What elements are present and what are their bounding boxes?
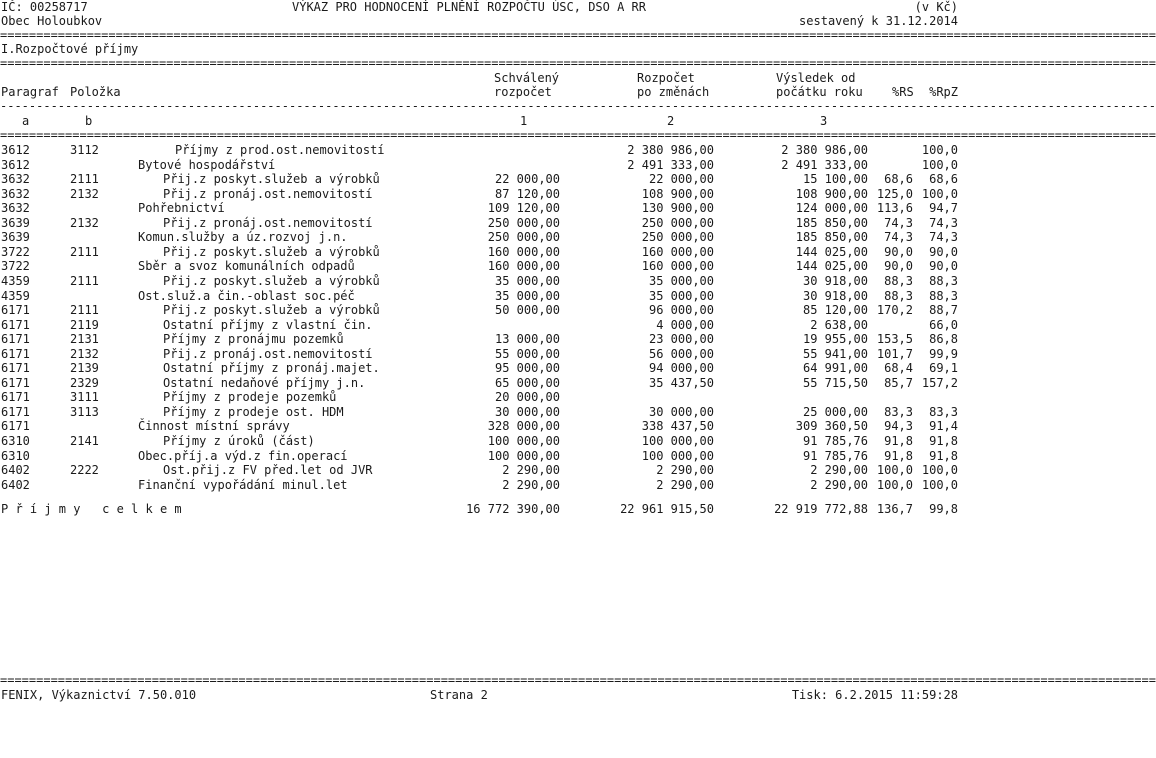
- cell-paragraf: 3632: [1, 201, 30, 216]
- cell-rpz: 68,6: [929, 172, 958, 187]
- table-row: [0, 245, 960, 259]
- cell-paragraf: 6402: [1, 477, 30, 492]
- total-row: [0, 502, 960, 516]
- table-row: [0, 347, 960, 361]
- cell-paragraf: 4359: [1, 274, 30, 288]
- cell-rpz: 69,1: [929, 361, 958, 376]
- cell-polozka: 2111: [70, 274, 99, 288]
- col-index-3: 3: [820, 114, 828, 128]
- separator-dashed: ----------------------------------------------------------------------------------------------------------------------------------------------------------------: [0, 99, 1156, 113]
- cell-schvaleny: 2 290,00: [502, 477, 560, 492]
- table-row: [0, 274, 960, 288]
- cell-schvaleny: 65 000,00: [494, 375, 560, 390]
- cell-vysledek: 108 900,00: [795, 186, 868, 201]
- cell-vysledek: 55 941,00: [802, 346, 868, 361]
- cell-schvaleny: 35 000,00: [494, 274, 560, 288]
- cell-rs: 100,0: [876, 477, 913, 492]
- cell-rpz: 88,3: [929, 274, 958, 288]
- cell-po-zmenach: 130 900,00: [641, 201, 714, 216]
- cell-vysledek: 2 290,00: [810, 477, 868, 492]
- cell-rs: 88,3: [884, 288, 913, 303]
- cell-rs: 113,6: [876, 201, 913, 216]
- cell-schvaleny: 250 000,00: [487, 230, 560, 245]
- ico: IČ: 00258717: [1, 0, 88, 14]
- cell-paragraf: 3612: [1, 143, 30, 157]
- cell-rs: 85,7: [884, 375, 913, 390]
- cell-paragraf: 3612: [1, 157, 30, 172]
- cell-name: Pohřebnictví: [138, 201, 225, 216]
- cell-po-zmenach: 160 000,00: [641, 259, 714, 274]
- cell-name: Bytové hospodářství: [138, 157, 276, 172]
- total-po-zmenach: 22 961 915,50: [620, 502, 714, 516]
- cell-rpz: 100,0: [921, 186, 958, 201]
- cell-rs: 83,3: [884, 404, 913, 419]
- cell-name: Ost.přij.z FV před.let od JVR: [163, 463, 373, 478]
- col-index-a: a: [22, 114, 30, 128]
- total-rpz: 99,8: [929, 502, 958, 516]
- total-schvaleny: 16 772 390,00: [466, 502, 560, 516]
- cell-rs: 74,3: [884, 230, 913, 245]
- cell-schvaleny: 160 000,00: [487, 244, 560, 259]
- cell-schvaleny: 328 000,00: [487, 419, 560, 434]
- cell-polozka: 2132: [70, 346, 99, 361]
- report-date: sestavený k 31.12.2014: [799, 14, 958, 28]
- cell-paragraf: 6171: [1, 361, 30, 376]
- cell-rpz: 90,0: [929, 244, 958, 259]
- col-rs: %RS: [892, 85, 914, 99]
- cell-name: Ostatní příjmy z pronáj.majet.: [163, 361, 380, 376]
- cell-name: Přij.z poskyt.služeb a výrobků: [163, 303, 380, 318]
- col-vysledek-2: počátku roku: [776, 85, 863, 99]
- table-row: [0, 289, 960, 303]
- cell-schvaleny: 95 000,00: [494, 361, 560, 376]
- cell-po-zmenach: 250 000,00: [641, 215, 714, 230]
- cell-rs: 68,4: [884, 361, 913, 376]
- cell-polozka: 2131: [70, 332, 99, 347]
- cell-rpz: 86,8: [929, 332, 958, 347]
- cell-paragraf: 3639: [1, 215, 30, 230]
- cell-paragraf: 4359: [1, 288, 30, 303]
- cell-name: Ost.služ.a čin.-oblast soc.péč: [138, 288, 355, 303]
- table-row: [0, 390, 960, 404]
- cell-vysledek: 30 918,00: [802, 288, 868, 303]
- cell-rpz: 100,0: [921, 157, 958, 172]
- section-title-line: [0, 42, 960, 56]
- table-row: [0, 376, 960, 390]
- table-row: [0, 158, 960, 172]
- cell-schvaleny: 160 000,00: [487, 259, 560, 274]
- cell-rpz: 91,8: [929, 448, 958, 463]
- cell-paragraf: 3639: [1, 230, 30, 245]
- cell-rpz: 74,3: [929, 215, 958, 230]
- cell-paragraf: 6171: [1, 317, 30, 332]
- cell-vysledek: 2 380 986,00: [781, 143, 868, 157]
- cell-vysledek: 185 850,00: [795, 215, 868, 230]
- table-row: [0, 478, 960, 492]
- cell-paragraf: 6171: [1, 404, 30, 419]
- cell-polozka: 2111: [70, 172, 99, 187]
- total-rs: 136,7: [876, 502, 913, 516]
- cell-name: Přij.z pronáj.ost.nemovitostí: [163, 346, 373, 361]
- cell-schvaleny: 35 000,00: [494, 288, 560, 303]
- cell-po-zmenach: 30 000,00: [648, 404, 714, 419]
- cell-name: Přij.z poskyt.služeb a výrobků: [163, 172, 380, 187]
- cell-vysledek: 64 991,00: [802, 361, 868, 376]
- cell-polozka: 2132: [70, 215, 99, 230]
- cell-rpz: 90,0: [929, 259, 958, 274]
- cell-po-zmenach: 96 000,00: [648, 303, 714, 318]
- cell-rpz: 88,7: [929, 303, 958, 318]
- cell-paragraf: 6171: [1, 390, 30, 405]
- footer-software: FENIX, Výkaznictví 7.50.010: [1, 688, 197, 702]
- cell-po-zmenach: 94 000,00: [648, 361, 714, 376]
- cell-po-zmenach: 108 900,00: [641, 186, 714, 201]
- table-row: [0, 172, 960, 186]
- cell-vysledek: 185 850,00: [795, 230, 868, 245]
- cell-po-zmenach: 35 437,50: [648, 375, 714, 390]
- cell-paragraf: 3632: [1, 186, 30, 201]
- cell-po-zmenach: 100 000,00: [641, 434, 714, 448]
- cell-vysledek: 30 918,00: [802, 274, 868, 288]
- cell-polozka: 2111: [70, 244, 99, 259]
- cell-schvaleny: 20 000,00: [494, 390, 560, 405]
- cell-po-zmenach: 23 000,00: [648, 332, 714, 347]
- cell-name: Finanční vypořádání minul.let: [138, 477, 348, 492]
- col-index-1: 1: [520, 114, 528, 128]
- cell-rs: 90,0: [884, 259, 913, 274]
- cell-po-zmenach: 100 000,00: [641, 448, 714, 463]
- table-row: [0, 419, 960, 433]
- cell-schvaleny: 87 120,00: [494, 186, 560, 201]
- cell-paragraf: 6310: [1, 448, 30, 463]
- cell-vysledek: 144 025,00: [795, 259, 868, 274]
- cell-schvaleny: 100 000,00: [487, 434, 560, 448]
- cell-paragraf: 6171: [1, 419, 30, 434]
- cell-polozka: 2222: [70, 463, 99, 478]
- cell-name: Činnost místní správy: [138, 419, 290, 434]
- separator-double: ================================================================================================================================================================: [0, 673, 1156, 687]
- cell-rs: 125,0: [876, 186, 913, 201]
- cell-vysledek: 144 025,00: [795, 244, 868, 259]
- cell-name: Ostatní příjmy z vlastní čin.: [163, 317, 373, 332]
- cell-vysledek: 91 785,76: [802, 434, 868, 448]
- cell-name: Příjmy z pronájmu pozemků: [163, 332, 344, 347]
- cell-po-zmenach: 35 000,00: [648, 288, 714, 303]
- cell-vysledek: 2 290,00: [810, 463, 868, 478]
- cell-rpz: 100,0: [921, 477, 958, 492]
- cell-rs: 90,0: [884, 244, 913, 259]
- cell-rs: 88,3: [884, 274, 913, 288]
- cell-polozka: 2139: [70, 361, 99, 376]
- cell-po-zmenach: 2 290,00: [656, 477, 714, 492]
- total-label: P ř í j m y c e l k e m: [1, 502, 182, 516]
- cell-polozka: 2141: [70, 434, 99, 448]
- cell-name: Příjmy z prodeje ost. HDM: [163, 404, 344, 419]
- cell-paragraf: 6171: [1, 375, 30, 390]
- cell-schvaleny: 55 000,00: [494, 346, 560, 361]
- cell-rs: 101,7: [876, 346, 913, 361]
- total-vysledek: 22 919 772,88: [774, 502, 868, 516]
- cell-rpz: 83,3: [929, 404, 958, 419]
- cell-vysledek: 55 715,50: [802, 375, 868, 390]
- cell-polozka: 3113: [70, 404, 99, 419]
- cell-polozka: 2119: [70, 317, 99, 332]
- table-row: [0, 216, 960, 230]
- cell-rpz: 94,7: [929, 201, 958, 216]
- cell-po-zmenach: 22 000,00: [648, 172, 714, 187]
- cell-vysledek: 19 955,00: [802, 332, 868, 347]
- table-row: [0, 143, 960, 157]
- cell-rpz: 157,2: [921, 375, 958, 390]
- cell-rs: 100,0: [876, 463, 913, 478]
- cell-vysledek: 124 000,00: [795, 201, 868, 216]
- cell-name: Příjmy z prodeje pozemků: [163, 390, 337, 405]
- cell-schvaleny: 30 000,00: [494, 404, 560, 419]
- cell-po-zmenach: 338 437,50: [641, 419, 714, 434]
- cell-rpz: 66,0: [929, 317, 958, 332]
- table-row: [0, 230, 960, 244]
- cell-rpz: 74,3: [929, 230, 958, 245]
- cell-rpz: 100,0: [921, 143, 958, 157]
- cell-rs: 68,6: [884, 172, 913, 187]
- col-index-b: b: [85, 114, 93, 128]
- organization-name: Obec Holoubkov: [1, 14, 103, 28]
- cell-paragraf: 6402: [1, 463, 30, 478]
- separator-double: ================================================================================================================================================================: [0, 28, 1156, 42]
- cell-polozka: 2329: [70, 375, 99, 390]
- cell-paragraf: 3632: [1, 172, 30, 187]
- table-row: [0, 405, 960, 419]
- footer-page: Strana 2: [430, 688, 488, 702]
- cell-name: Ostatní nedaňové příjmy j.n.: [163, 375, 366, 390]
- cell-po-zmenach: 2 491 333,00: [627, 157, 714, 172]
- column-header-line-2: [0, 85, 960, 99]
- table-row: [0, 303, 960, 317]
- cell-name: Obec.příj.a výd.z fin.operací: [138, 448, 348, 463]
- column-index-line: [0, 114, 960, 128]
- cell-paragraf: 6310: [1, 434, 30, 448]
- cell-rs: 91,8: [884, 448, 913, 463]
- cell-vysledek: 2 491 333,00: [781, 157, 868, 172]
- table-row: [0, 187, 960, 201]
- cell-vysledek: 15 100,00: [802, 172, 868, 187]
- cell-paragraf: 6171: [1, 303, 30, 318]
- table-row: [0, 318, 960, 332]
- cell-name: Přij.z poskyt.služeb a výrobků: [163, 274, 380, 288]
- report-title: VÝKAZ PRO HODNOCENÍ PLNĚNÍ ROZPOČTU ÚSC, DSO A RR: [292, 0, 647, 14]
- cell-rpz: 91,8: [929, 434, 958, 448]
- cell-rpz: 91,4: [929, 419, 958, 434]
- cell-schvaleny: 13 000,00: [494, 332, 560, 347]
- cell-po-zmenach: 4 000,00: [656, 317, 714, 332]
- cell-po-zmenach: 2 290,00: [656, 463, 714, 478]
- col-rozpocet-1: Rozpočet: [637, 71, 695, 85]
- table-row: [0, 434, 960, 448]
- separator-double: ================================================================================================================================================================: [0, 128, 1156, 142]
- col-schvaleny-2: rozpočet: [494, 85, 552, 99]
- col-paragraf: Paragraf: [1, 85, 59, 99]
- cell-vysledek: 25 000,00: [802, 404, 868, 419]
- footer-line: [0, 688, 960, 702]
- header-line-2: [0, 14, 960, 28]
- cell-vysledek: 91 785,76: [802, 448, 868, 463]
- separator-double: ================================================================================================================================================================: [0, 56, 1156, 70]
- col-vysledek-1: Výsledek od: [776, 71, 856, 85]
- cell-po-zmenach: 56 000,00: [648, 346, 714, 361]
- cell-name: Komun.služby a úz.rozvoj j.n.: [138, 230, 348, 245]
- cell-rpz: 99,9: [929, 346, 958, 361]
- table-row: [0, 201, 960, 215]
- table-row: [0, 449, 960, 463]
- cell-polozka: 2111: [70, 303, 99, 318]
- cell-paragraf: 6171: [1, 332, 30, 347]
- header-line-1: [0, 0, 960, 14]
- cell-po-zmenach: 35 000,00: [648, 274, 714, 288]
- cell-name: Přij.z pronáj.ost.nemovitostí: [163, 215, 373, 230]
- cell-polozka: 3111: [70, 390, 99, 405]
- cell-paragraf: 3722: [1, 259, 30, 274]
- col-index-2: 2: [667, 114, 675, 128]
- cell-paragraf: 6171: [1, 346, 30, 361]
- column-header-line-1: [0, 71, 960, 85]
- cell-po-zmenach: 160 000,00: [641, 244, 714, 259]
- cell-rs: 91,8: [884, 434, 913, 448]
- cell-schvaleny: 100 000,00: [487, 448, 560, 463]
- cell-rs: 153,5: [876, 332, 913, 347]
- cell-polozka: 2132: [70, 186, 99, 201]
- cell-rpz: 100,0: [921, 463, 958, 478]
- section-title: I.Rozpočtové příjmy: [1, 42, 139, 56]
- cell-schvaleny: 2 290,00: [502, 463, 560, 478]
- unit-label: (v Kč): [914, 0, 958, 14]
- cell-po-zmenach: 2 380 986,00: [627, 143, 714, 157]
- cell-rs: 74,3: [884, 215, 913, 230]
- cell-vysledek: 85 120,00: [802, 303, 868, 318]
- col-rpz: %RpZ: [929, 85, 958, 99]
- cell-name: Přij.z poskyt.služeb a výrobků: [163, 244, 380, 259]
- col-rozpocet-2: po změnách: [637, 85, 710, 99]
- cell-rs: 94,3: [884, 419, 913, 434]
- cell-paragraf: 3722: [1, 244, 30, 259]
- cell-po-zmenach: 250 000,00: [641, 230, 714, 245]
- table-row: [0, 361, 960, 375]
- table-row: [0, 332, 960, 346]
- table-row: [0, 463, 960, 477]
- cell-name: Přij.z pronáj.ost.nemovitostí: [163, 186, 373, 201]
- cell-vysledek: 309 360,50: [795, 419, 868, 434]
- col-polozka: Položka: [70, 85, 121, 99]
- cell-name: Sběr a svoz komunálních odpadů: [138, 259, 355, 274]
- cell-name: Příjmy z prod.ost.nemovitostí: [175, 143, 385, 157]
- cell-schvaleny: 50 000,00: [494, 303, 560, 318]
- cell-vysledek: 2 638,00: [810, 317, 868, 332]
- cell-rpz: 88,3: [929, 288, 958, 303]
- cell-schvaleny: 250 000,00: [487, 215, 560, 230]
- cell-name: Příjmy z úroků (část): [163, 434, 315, 448]
- cell-polozka: 3112: [70, 143, 99, 157]
- footer-printed: Tisk: 6.2.2015 11:59:28: [791, 688, 958, 702]
- table-row: [0, 259, 960, 273]
- col-schvaleny-1: Schválený: [494, 71, 560, 85]
- cell-rs: 170,2: [876, 303, 913, 318]
- cell-schvaleny: 109 120,00: [487, 201, 560, 216]
- cell-schvaleny: 22 000,00: [494, 172, 560, 187]
